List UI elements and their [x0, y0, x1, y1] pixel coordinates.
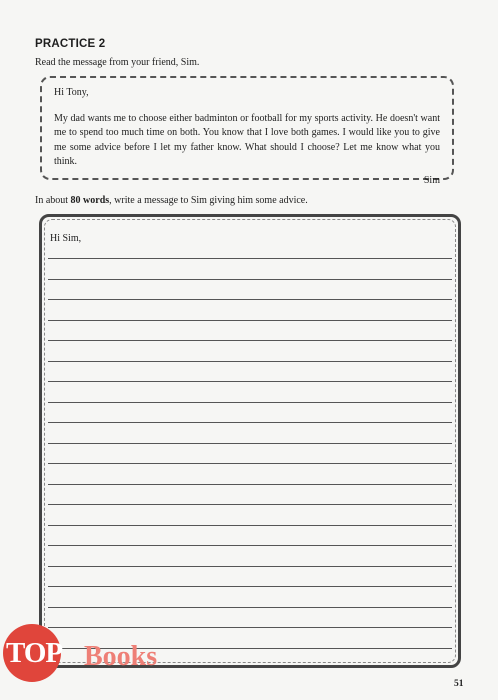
task-instruction [35, 195, 308, 206]
writing-line[interactable] [48, 258, 452, 259]
page-number: 51 [454, 679, 464, 689]
writing-line[interactable] [48, 545, 452, 546]
writing-line[interactable] [48, 402, 452, 403]
writing-line[interactable] [48, 525, 452, 526]
practice-heading: PRACTICE 2 [35, 38, 106, 50]
writing-line[interactable] [48, 361, 452, 362]
task-prefix: In about [35, 195, 71, 206]
writing-box[interactable] [39, 214, 461, 668]
writing-line[interactable] [48, 422, 452, 423]
writing-line[interactable] [48, 381, 452, 382]
writing-line[interactable] [48, 463, 452, 464]
writing-line[interactable] [48, 586, 452, 587]
writing-line[interactable] [48, 299, 452, 300]
task-word-count: 80 words [70, 195, 110, 206]
writing-line[interactable] [48, 443, 452, 444]
writing-line[interactable] [48, 484, 452, 485]
writing-line[interactable] [48, 320, 452, 321]
logo-text-books: Books [84, 641, 158, 672]
writing-line[interactable] [48, 566, 452, 567]
logo-text-top: TOP [6, 637, 63, 669]
message-greeting: Hi Tony, [54, 87, 89, 98]
message-body: My dad wants me to choose either badminton or football for my sports activity. He doesn't want me to spend too much time on both. You know that I love both games. I would like you to give me some advice before I let my father know. What should I choose? Let me know what you think. [54, 112, 440, 167]
answer-greeting: Hi Sim, [50, 233, 82, 244]
writing-line[interactable] [48, 340, 452, 341]
message-signature: Sim [423, 174, 440, 186]
message-box [40, 76, 454, 186]
task-suffix: , write a message to Sim giving him some advice. [109, 195, 308, 206]
topbooks-watermark [0, 606, 200, 686]
instruction-text: Read the message from your friend, Sim. [35, 57, 200, 68]
writing-line[interactable] [48, 504, 452, 505]
writing-line[interactable] [48, 279, 452, 280]
